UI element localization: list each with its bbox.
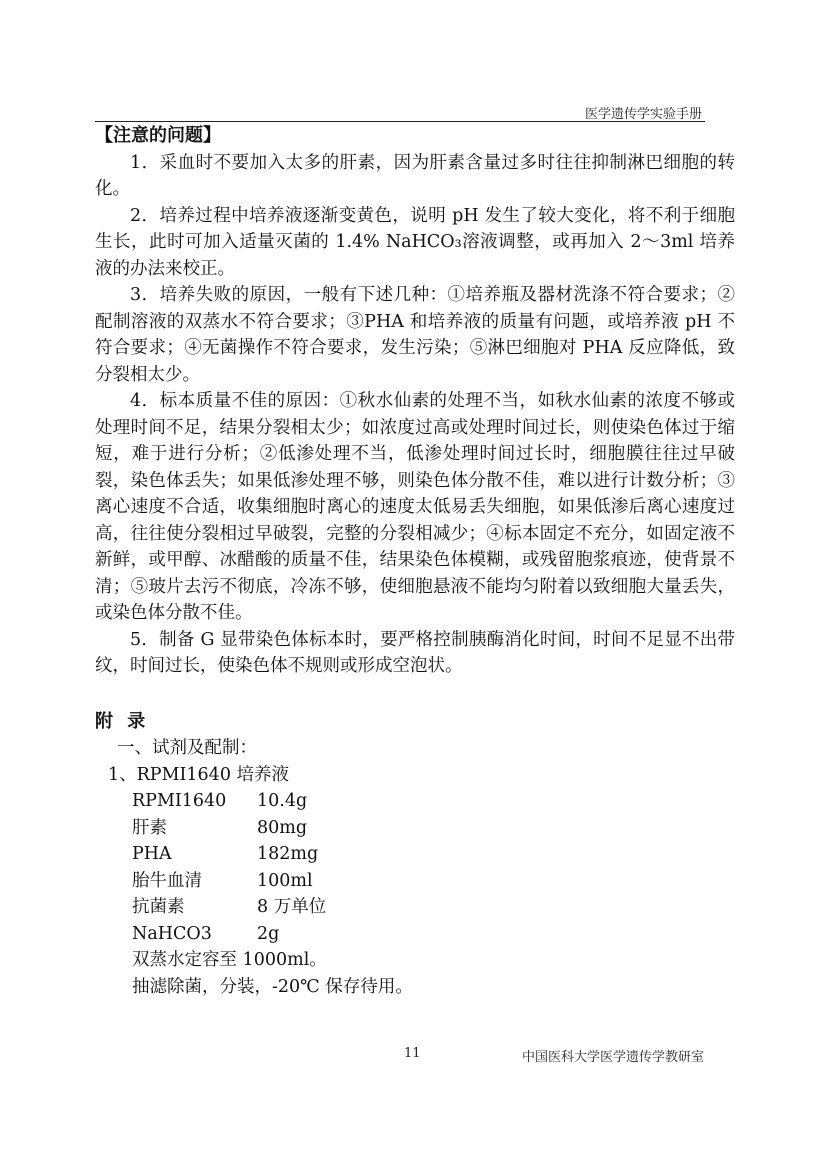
note-paragraph-2: 2．培养过程中培养液逐渐变黄色，说明 pH 发生了较大变化，将不利于细胞生长，此时可加入适量灭菌的 1.4% NaHCO₃溶液调整，或再加入 2～3ml 培养液的办法来校正。: [95, 205, 735, 279]
reagent-name: 胎牛血清: [132, 870, 202, 891]
reagent-name: 抗菌素: [132, 897, 185, 917]
reagent-name: PHA: [132, 844, 172, 864]
appendix-section-heading: 一、试剂及配制：: [117, 738, 257, 758]
reagent-amount: 8 万单位: [257, 897, 327, 917]
volume-instruction: 双蒸水定容至 1000ml。: [132, 950, 327, 970]
note-paragraph-3: 3．培养失败的原因，一般有下述几种：①培养瓶及器材洗涤不符合要求；②配制溶液的双蒸水不符合要求；③PHA 和培养液的质量有问题，或培养液 pH 不符合要求；④无菌操作不符合要求，发生污染；⑤淋巴细胞对 PHA 反应降低，致分裂相太少。: [95, 285, 735, 385]
reagent-amount: 2g: [257, 923, 280, 944]
reagent-amount: 10.4g: [257, 791, 308, 811]
note-paragraph-4: 4．标本质量不佳的原因：①秋水仙素的处理不当，如秋水仙素的浓度不够或处理时间不足，结果分裂相太少；如浓度过高或处理时间过长，则使染色体过于缩短，难于进行分析；②低渗处理不当，低渗处理时间过长时，细胞膜往往过早破裂，染色体丢失；如果低渗处理不够，则染色体分散不佳，难以进行计数分析；③离心速度不合适，收集细胞时离心的速度太低易丢失细胞，如果低渗后离心速度过高，往往使分裂相过早破裂，完整的分裂相减少；④标本固定不充分，如固定液不新鲜，或甲醇、冰醋酸的质量不佳，结果染色体模糊，或残留胞浆痕迹，使背景不清；⑤玻片去污不彻底，冷冻不够，使细胞悬液不能均匀附着以致细胞大量丢失，或染色体分散不佳。: [95, 391, 735, 623]
reagent-amount: 80mg: [257, 817, 308, 838]
running-header: 医学遗传学实验手册: [584, 107, 702, 122]
reagent-name: RPMI1640: [132, 791, 227, 811]
note-paragraph-1: 1．采血时不要加入太多的肝素，因为肝素含量过多时往往抑制淋巴细胞的转化。: [95, 152, 735, 199]
reagent-name: NaHCO3: [132, 923, 212, 944]
reagent-amount: 100ml: [257, 870, 313, 891]
reagent-name: 肝素: [132, 817, 167, 838]
reagent-table: [132, 788, 735, 947]
section-gap: [95, 680, 735, 709]
filter-instruction: 抽滤除菌，分装，-20℃ 保存待用。: [132, 976, 413, 997]
footer-organization: 中国医科大学医学遗传学教研室: [522, 1050, 705, 1065]
reagent-amount: 182mg: [257, 844, 319, 864]
note-paragraph-5: 5．制备 G 显带染色体标本时，要严格控制胰酶消化时间，时间不足显不出带纹，时间过长，使染色体不规则或形成空泡状。: [95, 629, 735, 676]
header-rule: [95, 121, 705, 122]
appendix-title: 附 录: [95, 710, 150, 732]
appendix-item-heading: 1、RPMI1640 培养液: [108, 764, 290, 785]
page-content: [95, 123, 735, 1000]
page-number: 11: [404, 1046, 421, 1061]
notes-title: 【注意的问题】: [95, 125, 221, 146]
